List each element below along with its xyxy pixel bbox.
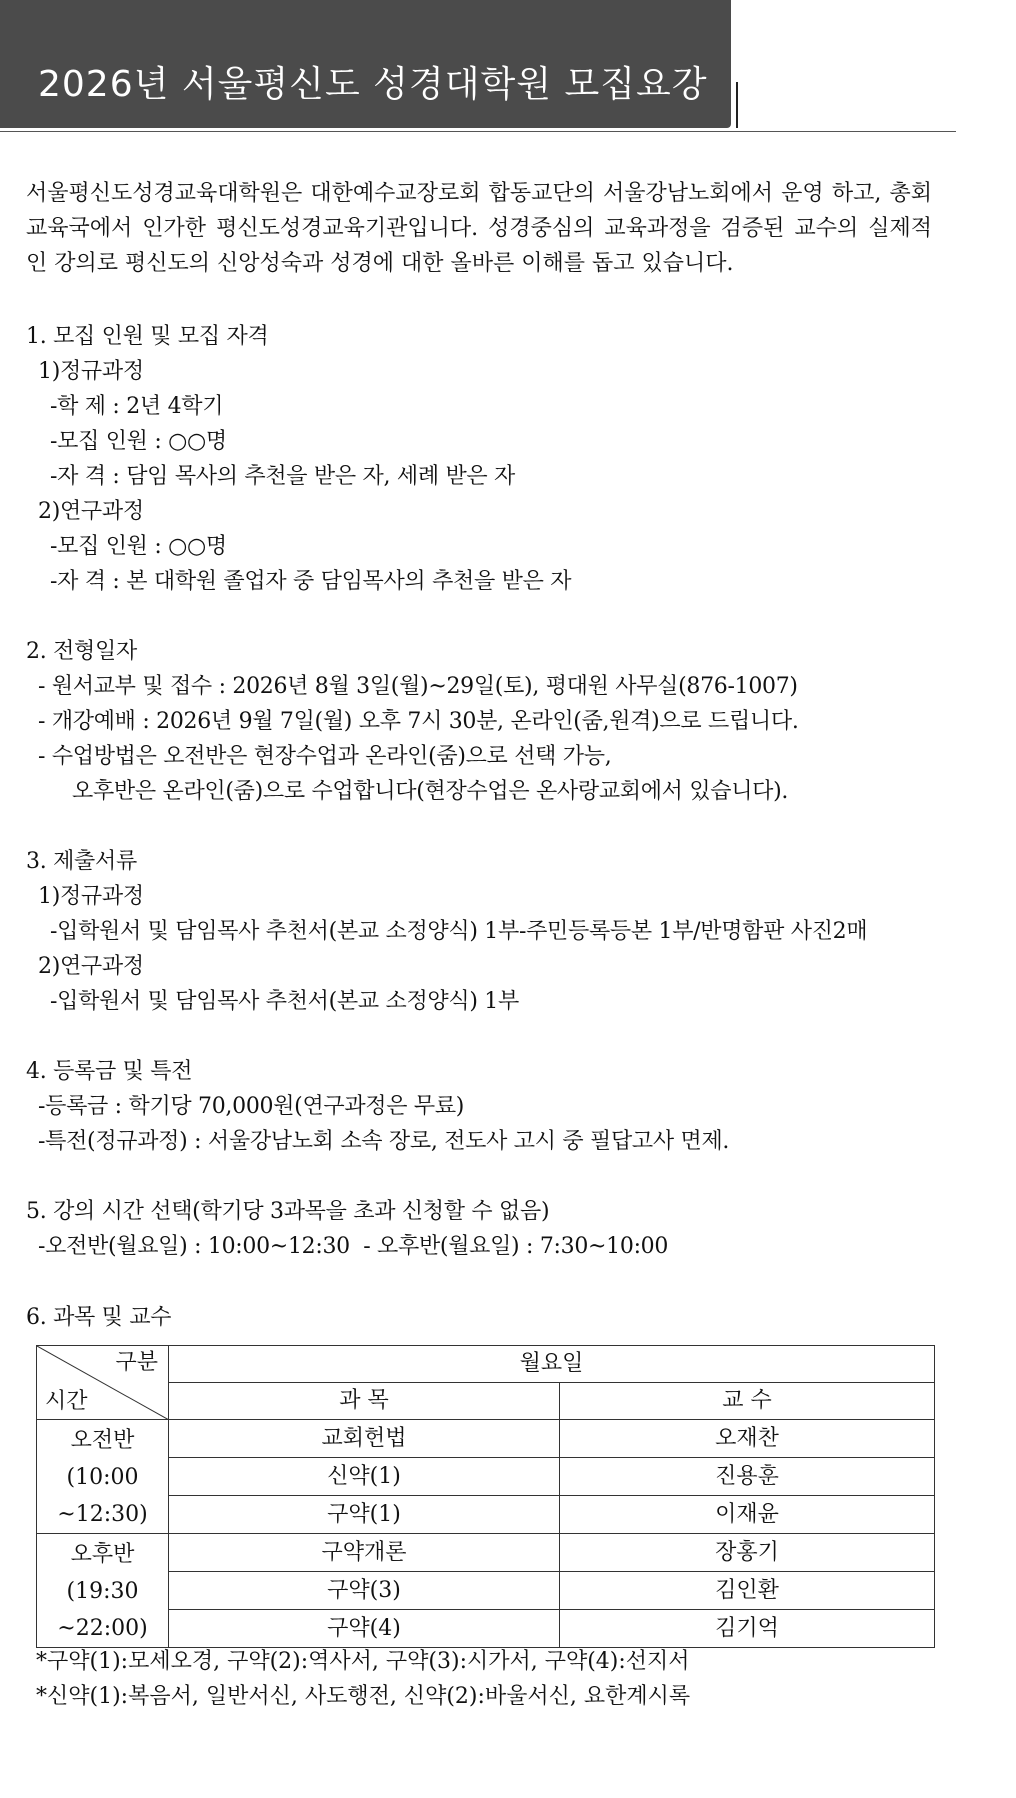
intro-paragraph: 서울평신도성경교육대학원은 대한예수교장로회 합동교단의 서울강남노회에서 운영 하고, 총회교육국에서 인가한 평신도성경교육기관입니다. 성경중심의 교육과정을 검증된 교수의 실제적인 강의로 평신도의 신앙성숙과 성경에 대한 올바른 이해를 돕고 있습니다. <box>26 181 932 276</box>
table-row <box>37 1458 935 1496</box>
section-1-regular-quota: -모집 인원 : ○○명 <box>50 429 227 454</box>
section-1-research-qualification: -자 격 : 본 대학원 졸업자 중 담임목사의 추천을 받은 자 <box>50 569 572 594</box>
corner-label-time: 시간 <box>45 1389 88 1414</box>
course-professor: 장홍기 <box>560 1534 935 1572</box>
morning-slot-time-start: (10:00 <box>66 1465 139 1490</box>
section-2-class-method-cont: 오후반은 온라인(줌)으로 수업합니다(현장수업은 온사랑교회에서 있습니다). <box>72 779 789 804</box>
footnote-old-testament: *구약(1):모세오경, 구약(2):역사서, 구약(3):시가서, 구약(4):선지서 <box>36 1649 690 1674</box>
course-professor: 오재찬 <box>560 1420 935 1458</box>
course-subject: 교회헌법 <box>169 1420 560 1458</box>
section-2-opening-service: - 개강예배 : 2026년 9월 7일(월) 오후 7시 30분, 온라인(줌,원격)으로 드립니다. <box>38 709 799 734</box>
table-corner-cell <box>37 1346 169 1420</box>
course-professor: 이재윤 <box>560 1496 935 1534</box>
section-3-regular: 1)정규과정 <box>38 884 144 909</box>
table-row <box>37 1610 935 1648</box>
section-2-application: - 원서교부 및 접수 : 2026년 8월 3일(월)~29일(토), 평대원 사무실(876-1007) <box>38 674 798 699</box>
course-subject: 구약(3) <box>169 1572 560 1610</box>
title-divider-tick <box>736 82 738 128</box>
table-professor-header: 교 수 <box>560 1383 935 1420</box>
section-5-heading: 5. 강의 시간 선택(학기당 3과목을 초과 신청할 수 없음) <box>26 1199 550 1224</box>
page-title: 2026년 서울평신도 성경대학원 모집요강 <box>38 64 708 105</box>
course-subject: 구약개론 <box>169 1534 560 1572</box>
header-rule <box>0 131 956 132</box>
table-subject-header: 과 목 <box>169 1383 560 1420</box>
morning-slot-time-end: ~12:30) <box>57 1502 148 1527</box>
evening-slot-time-start: (19:30 <box>66 1579 139 1604</box>
section-3-research-docs: -입학원서 및 담임목사 추천서(본교 소정양식) 1부 <box>50 989 519 1014</box>
section-2-class-method: - 수업방법은 오전반은 현장수업과 온라인(줌)으로 선택 가능, <box>38 744 612 769</box>
section-1-regular-term: -학 제 : 2년 4학기 <box>50 394 224 419</box>
morning-slot-name: 오전반 <box>70 1428 135 1453</box>
section-1-heading: 1. 모집 인원 및 모집 자격 <box>26 324 269 349</box>
course-subject: 구약(1) <box>169 1496 560 1534</box>
footnote-new-testament: *신약(1):복음서, 일반서신, 사도행전, 신약(2):바울서신, 요한계시록 <box>36 1684 691 1709</box>
section-3-research: 2)연구과정 <box>38 954 144 979</box>
course-professor: 진용훈 <box>560 1458 935 1496</box>
course-subject: 신약(1) <box>169 1458 560 1496</box>
evening-slot-cell <box>37 1534 169 1648</box>
section-4-fee: -등록금 : 학기당 70,000원(연구과정은 무료) <box>38 1094 465 1119</box>
table-row <box>37 1572 935 1610</box>
section-1-regular: 1)정규과정 <box>38 359 144 384</box>
evening-slot-time-end: ~22:00) <box>57 1616 148 1641</box>
section-3-heading: 3. 제출서류 <box>26 849 137 874</box>
table-day-header: 월요일 <box>169 1346 935 1383</box>
section-1-research: 2)연구과정 <box>38 499 144 524</box>
section-4-benefit: -특전(정규과정) : 서울강남노회 소속 장로, 전도사 고시 중 필답고사 면제. <box>38 1129 730 1154</box>
section-1-regular-qualification: -자 격 : 담임 목사의 추천을 받은 자, 세례 받은 자 <box>50 464 516 489</box>
morning-slot-cell <box>37 1420 169 1534</box>
course-professor: 김기억 <box>560 1610 935 1648</box>
section-4-heading: 4. 등록금 및 특전 <box>26 1059 193 1084</box>
section-2-heading: 2. 전형일자 <box>26 639 137 664</box>
course-professor: 김인환 <box>560 1572 935 1610</box>
table-row <box>37 1420 935 1458</box>
table-row <box>37 1496 935 1534</box>
table-row <box>37 1534 935 1572</box>
corner-label-category: 구분 <box>115 1350 158 1375</box>
course-subject: 구약(4) <box>169 1610 560 1648</box>
section-3-regular-docs: -입학원서 및 담임목사 추천서(본교 소정양식) 1부-주민등록등본 1부/반명함판 사진2매 <box>50 919 868 944</box>
section-1-research-quota: -모집 인원 : ○○명 <box>50 534 227 559</box>
evening-slot-name: 오후반 <box>70 1542 135 1567</box>
section-5-times: -오전반(월요일) : 10:00~12:30 - 오후반(월요일) : 7:30~10:00 <box>38 1234 669 1259</box>
course-table <box>36 1345 935 1648</box>
section-6-heading: 6. 과목 및 교수 <box>26 1305 172 1330</box>
